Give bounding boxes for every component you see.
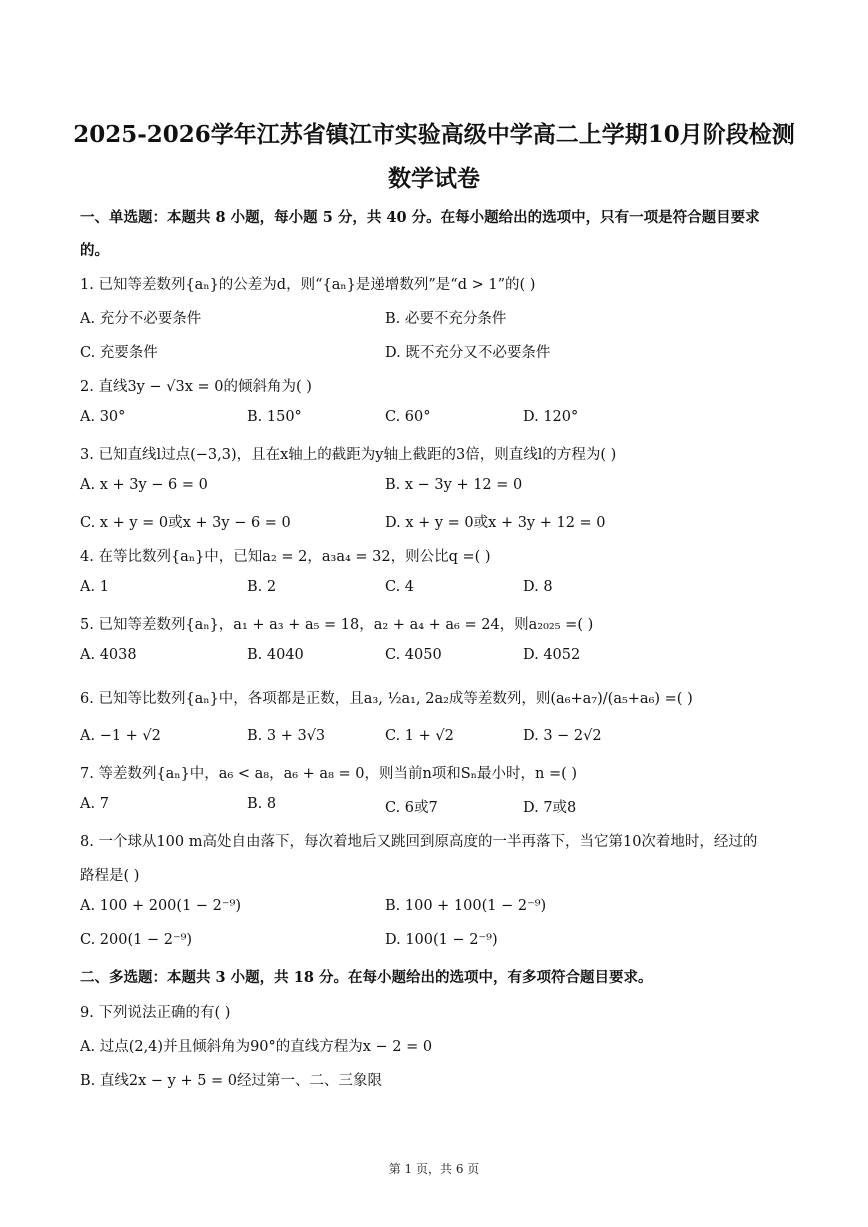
question-3-option-a: A. x + 3y − 6 = 0 <box>80 477 208 493</box>
question-2-option-a: A. 30° <box>80 409 126 425</box>
question-9-option-b: B. 直线2x − y + 5 = 0经过第一、二、三象限 <box>80 1073 383 1089</box>
question-5-option-c: C. 4050 <box>385 647 442 663</box>
question-9-option-a: A. 过点(2,4)并且倾斜角为90°的直线方程为x − 2 = 0 <box>80 1039 433 1055</box>
question-5-stem: 5. 已知等差数列{aₙ}，a₁ + a₃ + a₅ = 18，a₂ + a₄ + a₆ = 24，则a₂₀₂₅ =( ) <box>80 617 594 633</box>
section1-heading: 一、单选题：本题共 8 小题，每小题 5 分，共 40 分。在每小题给出的选项中，只有一项是符合题目要求 <box>80 209 760 226</box>
question-6-option-c: C. 1 + √2 <box>385 728 454 744</box>
section2-heading: 二、多选题：本题共 3 小题，共 18 分。在每小题给出的选项中，有多项符合题目要求。 <box>80 969 653 986</box>
question-5-option-a: A. 4038 <box>80 647 137 663</box>
question-5-option-b: B. 4040 <box>247 647 304 663</box>
question-2-option-b: B. 150° <box>247 409 302 425</box>
question-3-option-d: D. x + y = 0或x + 3y + 12 = 0 <box>385 515 606 531</box>
question-1-stem: 1. 已知等差数列{aₙ}的公差为d，则“{aₙ}是递增数列”是“d > 1”的( ) <box>80 277 536 293</box>
document-title-line1: 2025-2026学年江苏省镇江市实验高级中学高二上学期10月阶段检测 <box>73 121 795 148</box>
section1-heading-cont: 的。 <box>80 242 109 259</box>
question-6-option-b: B. 3 + 3√3 <box>247 728 326 744</box>
question-8-option-a: A. 100 + 200(1 − 2⁻⁹) <box>80 898 242 914</box>
question-2-stem: 2. 直线3y − √3x = 0的倾斜角为( ) <box>80 379 312 395</box>
question-2-option-c: C. 60° <box>385 409 431 425</box>
question-4-option-a: A. 1 <box>80 579 109 595</box>
question-8-stem-cont: 路程是( ) <box>80 868 140 884</box>
question-7-option-a: A. 7 <box>80 796 109 812</box>
question-1-option-c: C. 充要条件 <box>80 345 158 361</box>
question-9-stem: 9. 下列说法正确的有( ) <box>80 1005 231 1021</box>
question-4-option-b: B. 2 <box>247 579 277 595</box>
question-4-option-d: D. 8 <box>523 579 553 595</box>
question-7-stem: 7. 等差数列{aₙ}中，a₆ < a₈，a₆ + a₈ = 0，则当前n项和Sₙ最小时，n =( ) <box>80 766 578 782</box>
page-footer: 第 1 页，共 6 页 <box>388 1162 480 1176</box>
question-2-option-d: D. 120° <box>523 409 579 425</box>
question-8-option-d: D. 100(1 − 2⁻⁹) <box>385 932 498 948</box>
question-7-option-b: B. 8 <box>247 796 277 812</box>
question-6-option-a: A. −1 + √2 <box>80 728 161 744</box>
question-8-option-b: B. 100 + 100(1 − 2⁻⁹) <box>385 898 547 914</box>
question-7-option-c: C. 6或7 <box>385 800 438 816</box>
question-8-stem: 8. 一个球从100 m高处自由落下，每次着地后又跳回到原高度的一半再落下，当它第10次着地时，经过的 <box>80 834 758 850</box>
question-1-option-d: D. 既不充分又不必要条件 <box>385 345 551 361</box>
document-title-line2: 数学试卷 <box>388 165 480 192</box>
question-6-stem: 6. 已知等比数列{aₙ}中，各项都是正数，且a₃, ½a₁, 2a₂成等差数列，则(a₆+a₇)/(a₅+a₆) =( ) <box>80 691 693 707</box>
question-1-option-a: A. 充分不必要条件 <box>80 311 202 327</box>
question-7-option-d: D. 7或8 <box>523 800 577 816</box>
question-5-option-d: D. 4052 <box>523 647 581 663</box>
question-3-option-c: C. x + y = 0或x + 3y − 6 = 0 <box>80 515 291 531</box>
question-4-stem: 4. 在等比数列{aₙ}中，已知a₂ = 2，a₃a₄ = 32，则公比q =( ) <box>80 549 491 565</box>
question-3-option-b: B. x − 3y + 12 = 0 <box>385 477 523 493</box>
question-1-option-b: B. 必要不充分条件 <box>385 311 507 327</box>
question-6-option-d: D. 3 − 2√2 <box>523 728 602 744</box>
question-8-option-c: C. 200(1 − 2⁻⁹) <box>80 932 193 948</box>
question-3-stem: 3. 已知直线l过点(−3,3)，且在x轴上的截距为y轴上截距的3倍，则直线l的方程为( ) <box>80 447 617 463</box>
question-4-option-c: C. 4 <box>385 579 415 595</box>
